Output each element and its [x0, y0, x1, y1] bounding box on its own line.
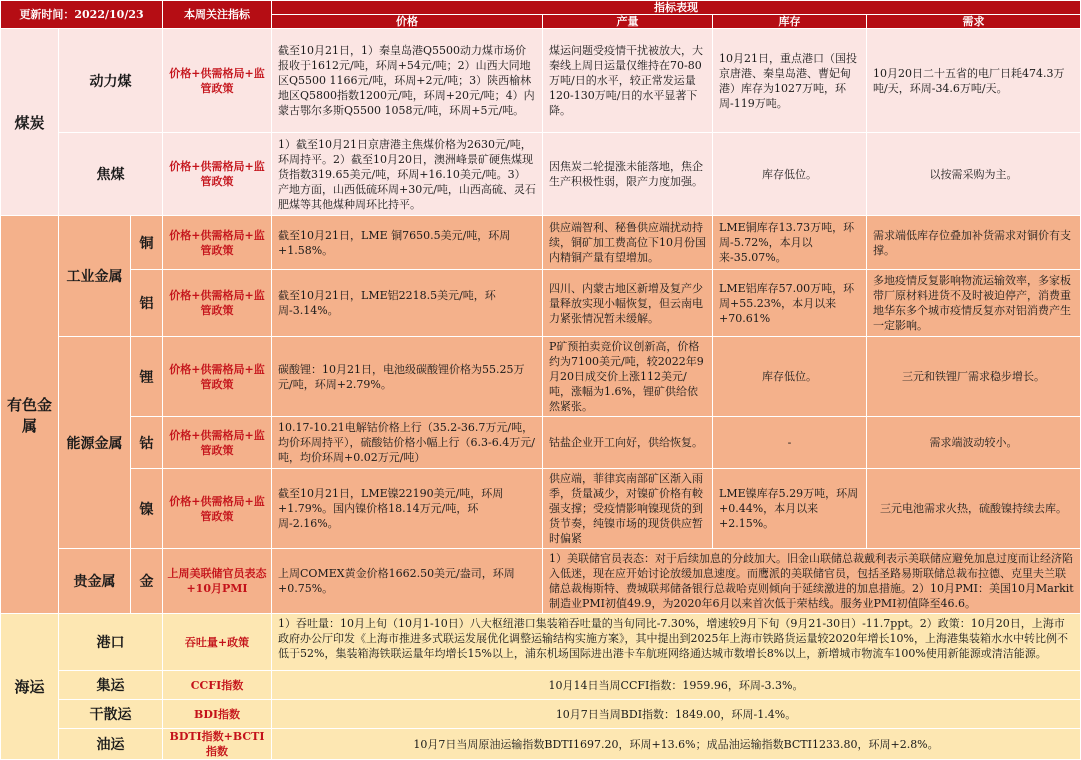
- table-row: [1, 729, 1081, 760]
- item-nickel: 镍: [131, 469, 163, 549]
- price-thermal-coal: 截至10月21日，1）秦皇岛港Q5500动力煤市场价报收于1612元/吨，环周+54元/吨；2）山西大同地区Q5500 1166元/吨，环周+2元/吨；3）陕西榆林地区Q5800指数1200元/吨，环周+20元/吨；4）内蒙古鄂尔多斯Q5500 1058元/吨，环周+5元/吨。: [272, 29, 543, 133]
- output-nickel: 供应端，菲律宾南部矿区渐入雨季，货量减少，对镍矿价格有較强支撑；受疫情影响镍现货的到货节奏，纯镍市场的现货供应暂时偏紧: [543, 469, 713, 549]
- focus-nickel: 价格+供需格局+监管政策: [163, 469, 272, 549]
- table-row: [1, 133, 1081, 216]
- table-row: [1, 216, 1081, 270]
- output-lithium: P矿预拍卖竞价议创新高，价格约为7100美元/吨，较2022年9月20日成交价上涨112美元/吨，涨幅为1.6%，锂矿供给依然紧张。: [543, 337, 713, 417]
- price-nickel: 截至10月21日，LME镍22190美元/吨，环周+1.79%。国内镍价格18.14万元/吨，环周-2.16%。: [272, 469, 543, 549]
- table-row: [1, 270, 1081, 337]
- item-copper: 铜: [131, 216, 163, 270]
- item-gold: 金: [131, 549, 163, 614]
- output-copper: 供应端智利、秘鲁供应端扰动持续，铜矿加工费高位下10月份国内精铜产量有望增加。: [543, 216, 713, 270]
- inventory-coking-coal: 库存低位。: [713, 133, 867, 216]
- focus-cobalt: 价格+供需格局+监管政策: [163, 417, 272, 469]
- focus-gold: 上周美联储官员表态+10月PMI: [163, 549, 272, 614]
- inventory-aluminum: LME铝库存57.00万吨，环周+55.23%，本月以来+70.61%: [713, 270, 867, 337]
- detail-port-text: 1）吞吐量：10月上旬（10月1-10日）八大枢纽港口集装箱吞吐量的当旬同比-7.30%，增速较9月下旬（9月21-30日）-11.7ppt。2）政策：10月20日，上海市政府办公厅印发《上海市推进多式联运发展优化调整运输结构实施方案》，其中提出到2025年上海市铁路货运量较2020年增长10%，上海港集装箱水水中转比例不低于52%，集装箱海铁联运量年均增长15%以上，浦东机场国际进出港卡车航班网络通达城市数增长8%以上，新增城市物流车100%使用新能源或清洁能源。: [278, 617, 1068, 660]
- table-row: [1, 549, 1081, 614]
- table-row: [1, 614, 1081, 671]
- table-row: [1, 29, 1081, 133]
- analysis-gold: 1）美联储官员表态：对于后续加息的分歧加大。旧金山联储总裁戴利表示美联储应避免加息过度而让经济陷入低迷，现在应开始讨论放缓加息速度。而鹰派的美联储官员，包括圣路易斯联储总裁布拉德、克里夫兰联储总裁梅斯特、费城联邦储备银行总裁哈克则倾向于延续激进的加息措施。2）10月PMI：美国10月Markit制造业PMI初值49.9，为2020年6月以来首次低于荣枯线。服务业PMI初值降至46.6。: [543, 549, 1081, 614]
- price-cobalt: 10.17-10.21电解钴价格上行（35.2-36.7万元/吨，均价环周持平），硫酸钴价格小幅上行（6.3-6.4万元/吨，均价环周+0.02万元/吨）: [272, 417, 543, 469]
- focus-port: 吞吐量+政策: [163, 614, 272, 671]
- performance-column-header: 指标表现: [272, 1, 1081, 15]
- item-thermal-coal: 动力煤: [59, 29, 163, 133]
- inventory-column-header: 库存: [713, 15, 867, 29]
- focus-thermal-coal: 价格+供需格局+监管政策: [163, 29, 272, 133]
- focus-column-header: 本周关注指标: [163, 1, 272, 29]
- group-precious-metals: 贵金属: [59, 549, 131, 614]
- table-row: [1, 700, 1081, 729]
- item-cobalt: 钴: [131, 417, 163, 469]
- item-container-shipping: 集运: [59, 671, 163, 700]
- item-coking-coal: 焦煤: [59, 133, 163, 216]
- price-gold: 上周COMEX黄金价格1662.50美元/盎司，环周+0.75%。: [272, 549, 543, 614]
- demand-lithium: 三元和铁锂厂需求稳步增长。: [867, 337, 1081, 417]
- output-coking-coal: 因焦炭二轮提涨未能落地，焦企生产积极性弱，限产力度加强。: [543, 133, 713, 216]
- price-copper: 截至10月21日，LME 铜7650.5美元/吨，环周+1.58%。: [272, 216, 543, 270]
- demand-coking-coal: 以按需采购为主。: [867, 133, 1081, 216]
- inventory-nickel: LME镍库存5.29万吨，环周+0.44%，本月以来+2.15%。: [713, 469, 867, 549]
- item-aluminum: 铝: [131, 270, 163, 337]
- group-energy-metals: 能源金属: [59, 337, 131, 549]
- group-industrial-metals: 工业金属: [59, 216, 131, 337]
- focus-aluminum: 价格+供需格局+监管政策: [163, 270, 272, 337]
- category-shipping: 海运: [1, 614, 59, 760]
- category-nonferrous-metals: 有色金属: [1, 216, 59, 614]
- price-column-header: 价格: [272, 15, 543, 29]
- output-column-header: 产量: [543, 15, 713, 29]
- inventory-copper: LME铜库存13.73万吨，环周-5.72%，本月以来-35.07%。: [713, 216, 867, 270]
- inventory-lithium: 库存低位。: [713, 337, 867, 417]
- focus-tanker: BDTI指数+BCTI指数: [163, 729, 272, 760]
- output-thermal-coal: 煤运问题受疫情干扰被放大，大秦线上周日运量仅维持在70-80万吨/日的水平，较正常发运量120-130万吨/日的水平显著下降。: [543, 29, 713, 133]
- item-port: 港口: [59, 614, 163, 671]
- output-aluminum: 四川、内蒙古地区新增及复产少量释放实现小幅恢复，但云南电力紧张情况暂未缓解。: [543, 270, 713, 337]
- table-row: [1, 337, 1081, 417]
- table-row: [1, 671, 1081, 700]
- detail-tanker: 10月7日当周原油运输指数BDTI1697.20，环周+13.6%；成品油运输指数BCTI1233.80，环周+2.8%。: [272, 729, 1081, 760]
- inventory-thermal-coal: 10月21日，重点港口（国投京唐港、秦皇岛港、曹妃甸港）库存为1027万吨，环周-119万吨。: [713, 29, 867, 133]
- demand-thermal-coal: 10月20日二十五省的电厂日耗474.3万吨/天，环周-34.6万吨/天。: [867, 29, 1081, 133]
- demand-cobalt: 需求端波动较小。: [867, 417, 1081, 469]
- item-tanker: 油运: [59, 729, 163, 760]
- table-row: [1, 417, 1081, 469]
- update-time: 更新时间：2022/10/23: [1, 1, 163, 29]
- detail-port: [272, 614, 1081, 671]
- demand-column-header: 需求: [867, 15, 1081, 29]
- demand-nickel: 三元电池需求火热，硫酸镍持续去库。: [867, 469, 1081, 549]
- price-lithium: 碳酸锂：10月21日，电池级碳酸锂价格为55.25万元/吨，环周+2.79%。: [272, 337, 543, 417]
- item-dry-bulk: 干散运: [59, 700, 163, 729]
- inventory-cobalt: -: [713, 417, 867, 469]
- price-coking-coal: 1）截至10月21日京唐港主焦煤价格为2630元/吨，环周持平。2）截至10月20日，澳洲峰景矿硬焦煤现货指数319.65美元/吨，环周+16.10美元/吨。3）产地方面，山西低硫环周+30元/吨，山西高硫、灵石肥煤等其他煤种周环比持平。: [272, 133, 543, 216]
- focus-coking-coal: 价格+供需格局+监管政策: [163, 133, 272, 216]
- demand-aluminum: 多地疫情反复影响物流运输效率，多家板带厂原材料进货不及时被迫停产，消费重地华东多个城市疫情反复亦对铝消费产生一定影响。: [867, 270, 1081, 337]
- focus-lithium: 价格+供需格局+监管政策: [163, 337, 272, 417]
- category-coal: 煤炭: [1, 29, 59, 216]
- focus-copper: 价格+供需格局+监管政策: [163, 216, 272, 270]
- focus-container-shipping: CCFI指数: [163, 671, 272, 700]
- demand-copper: 需求端低库存位叠加补货需求对铜价有支撑。: [867, 216, 1081, 270]
- output-cobalt: 钴盐企业开工向好，供给恢复。: [543, 417, 713, 469]
- price-aluminum: 截至10月21日，LME铝2218.5美元/吨，环周-3.14%。: [272, 270, 543, 337]
- focus-dry-bulk: BDI指数: [163, 700, 272, 729]
- item-lithium: 锂: [131, 337, 163, 417]
- table-row: [1, 469, 1081, 549]
- detail-container-shipping: 10月14日当周CCFI指数：1959.96，环周-3.3%。: [272, 671, 1081, 700]
- detail-dry-bulk: 10月7日当周BDI指数：1849.00，环周-1.4%。: [272, 700, 1081, 729]
